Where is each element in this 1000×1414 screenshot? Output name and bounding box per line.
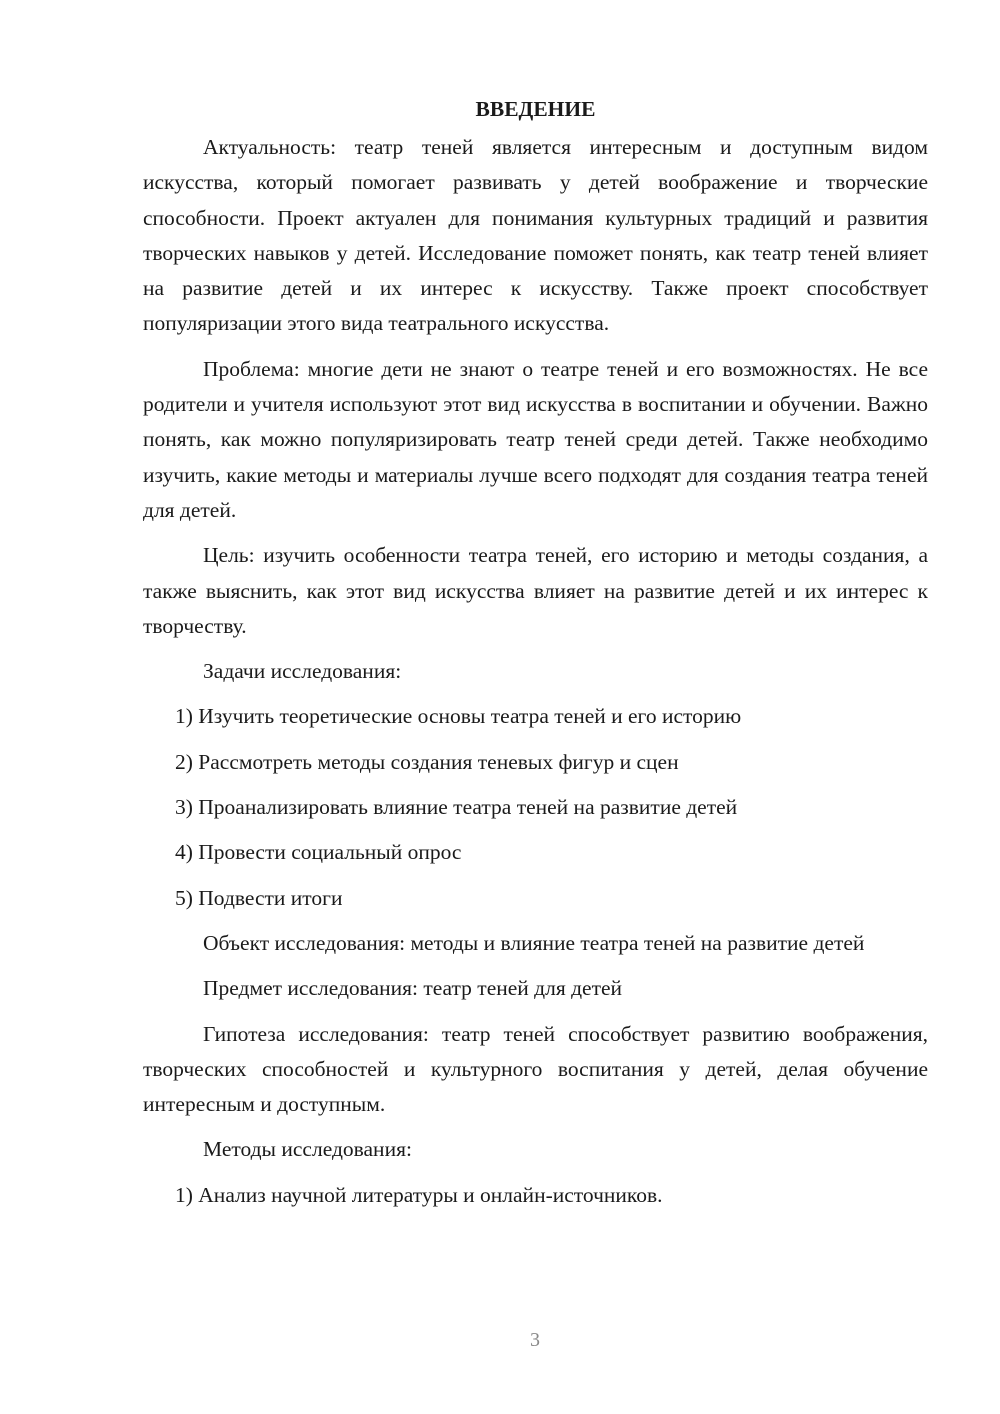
relevance-paragraph: Актуальность: театр теней является интересным и доступным видом искусства, который помогает развивать у детей воображение и творческие способности. Проект актуален для понимания культурных традиций и развития творческих навыков у детей. Исследование поможет понять, как театр теней влияет на развитие детей и их интерес к искусству. Также проект способствует популяризации этого вида театрального искусства.	[143, 135, 928, 336]
task-item: 2) Рассмотреть методы создания теневых фигур и сцен	[175, 749, 679, 774]
document-page	[143, 92, 928, 1213]
task-item: 3) Проанализировать влияние театра теней на развитие детей	[175, 795, 738, 820]
task-item: 4) Провести социальный опрос	[175, 840, 462, 865]
hypothesis-paragraph: Гипотеза исследования: театр теней способствует развитию воображения, творческих способностей и культурного воспитания у детей, делая обучение интересным и доступным.	[143, 1021, 928, 1117]
method-item: 1) Анализ научной литературы и онлайн-источников.	[175, 1182, 663, 1207]
methods-heading: Методы исследования:	[203, 1137, 412, 1162]
task-item: 1) Изучить теоретические основы театра теней и его историю	[175, 704, 742, 729]
task-item: 5) Подвести итоги	[175, 885, 343, 910]
page-title: ВВЕДЕНИЕ	[475, 97, 596, 121]
object-paragraph: Объект исследования: методы и влияние театра теней на развитие детей	[203, 930, 865, 955]
problem-paragraph: Проблема: многие дети не знают о театре теней и его возможностях. Не все родители и учителя используют этот вид искусства в воспитании и обучении. Важно понять, как можно популяризировать театр теней среди детей. Также необходимо изучить, какие методы и материалы лучше всего подходят для создания театра теней для детей.	[143, 356, 928, 522]
page-number: 3	[530, 1329, 540, 1351]
subject-paragraph: Предмет исследования: театр теней для детей	[203, 976, 623, 1001]
tasks-heading: Задачи исследования:	[203, 659, 402, 684]
goal-paragraph: Цель: изучить особенности театра теней, его историю и методы создания, а также выяснить, как этот вид искусства влияет на развитие детей и их интерес к творчеству.	[143, 543, 928, 638]
